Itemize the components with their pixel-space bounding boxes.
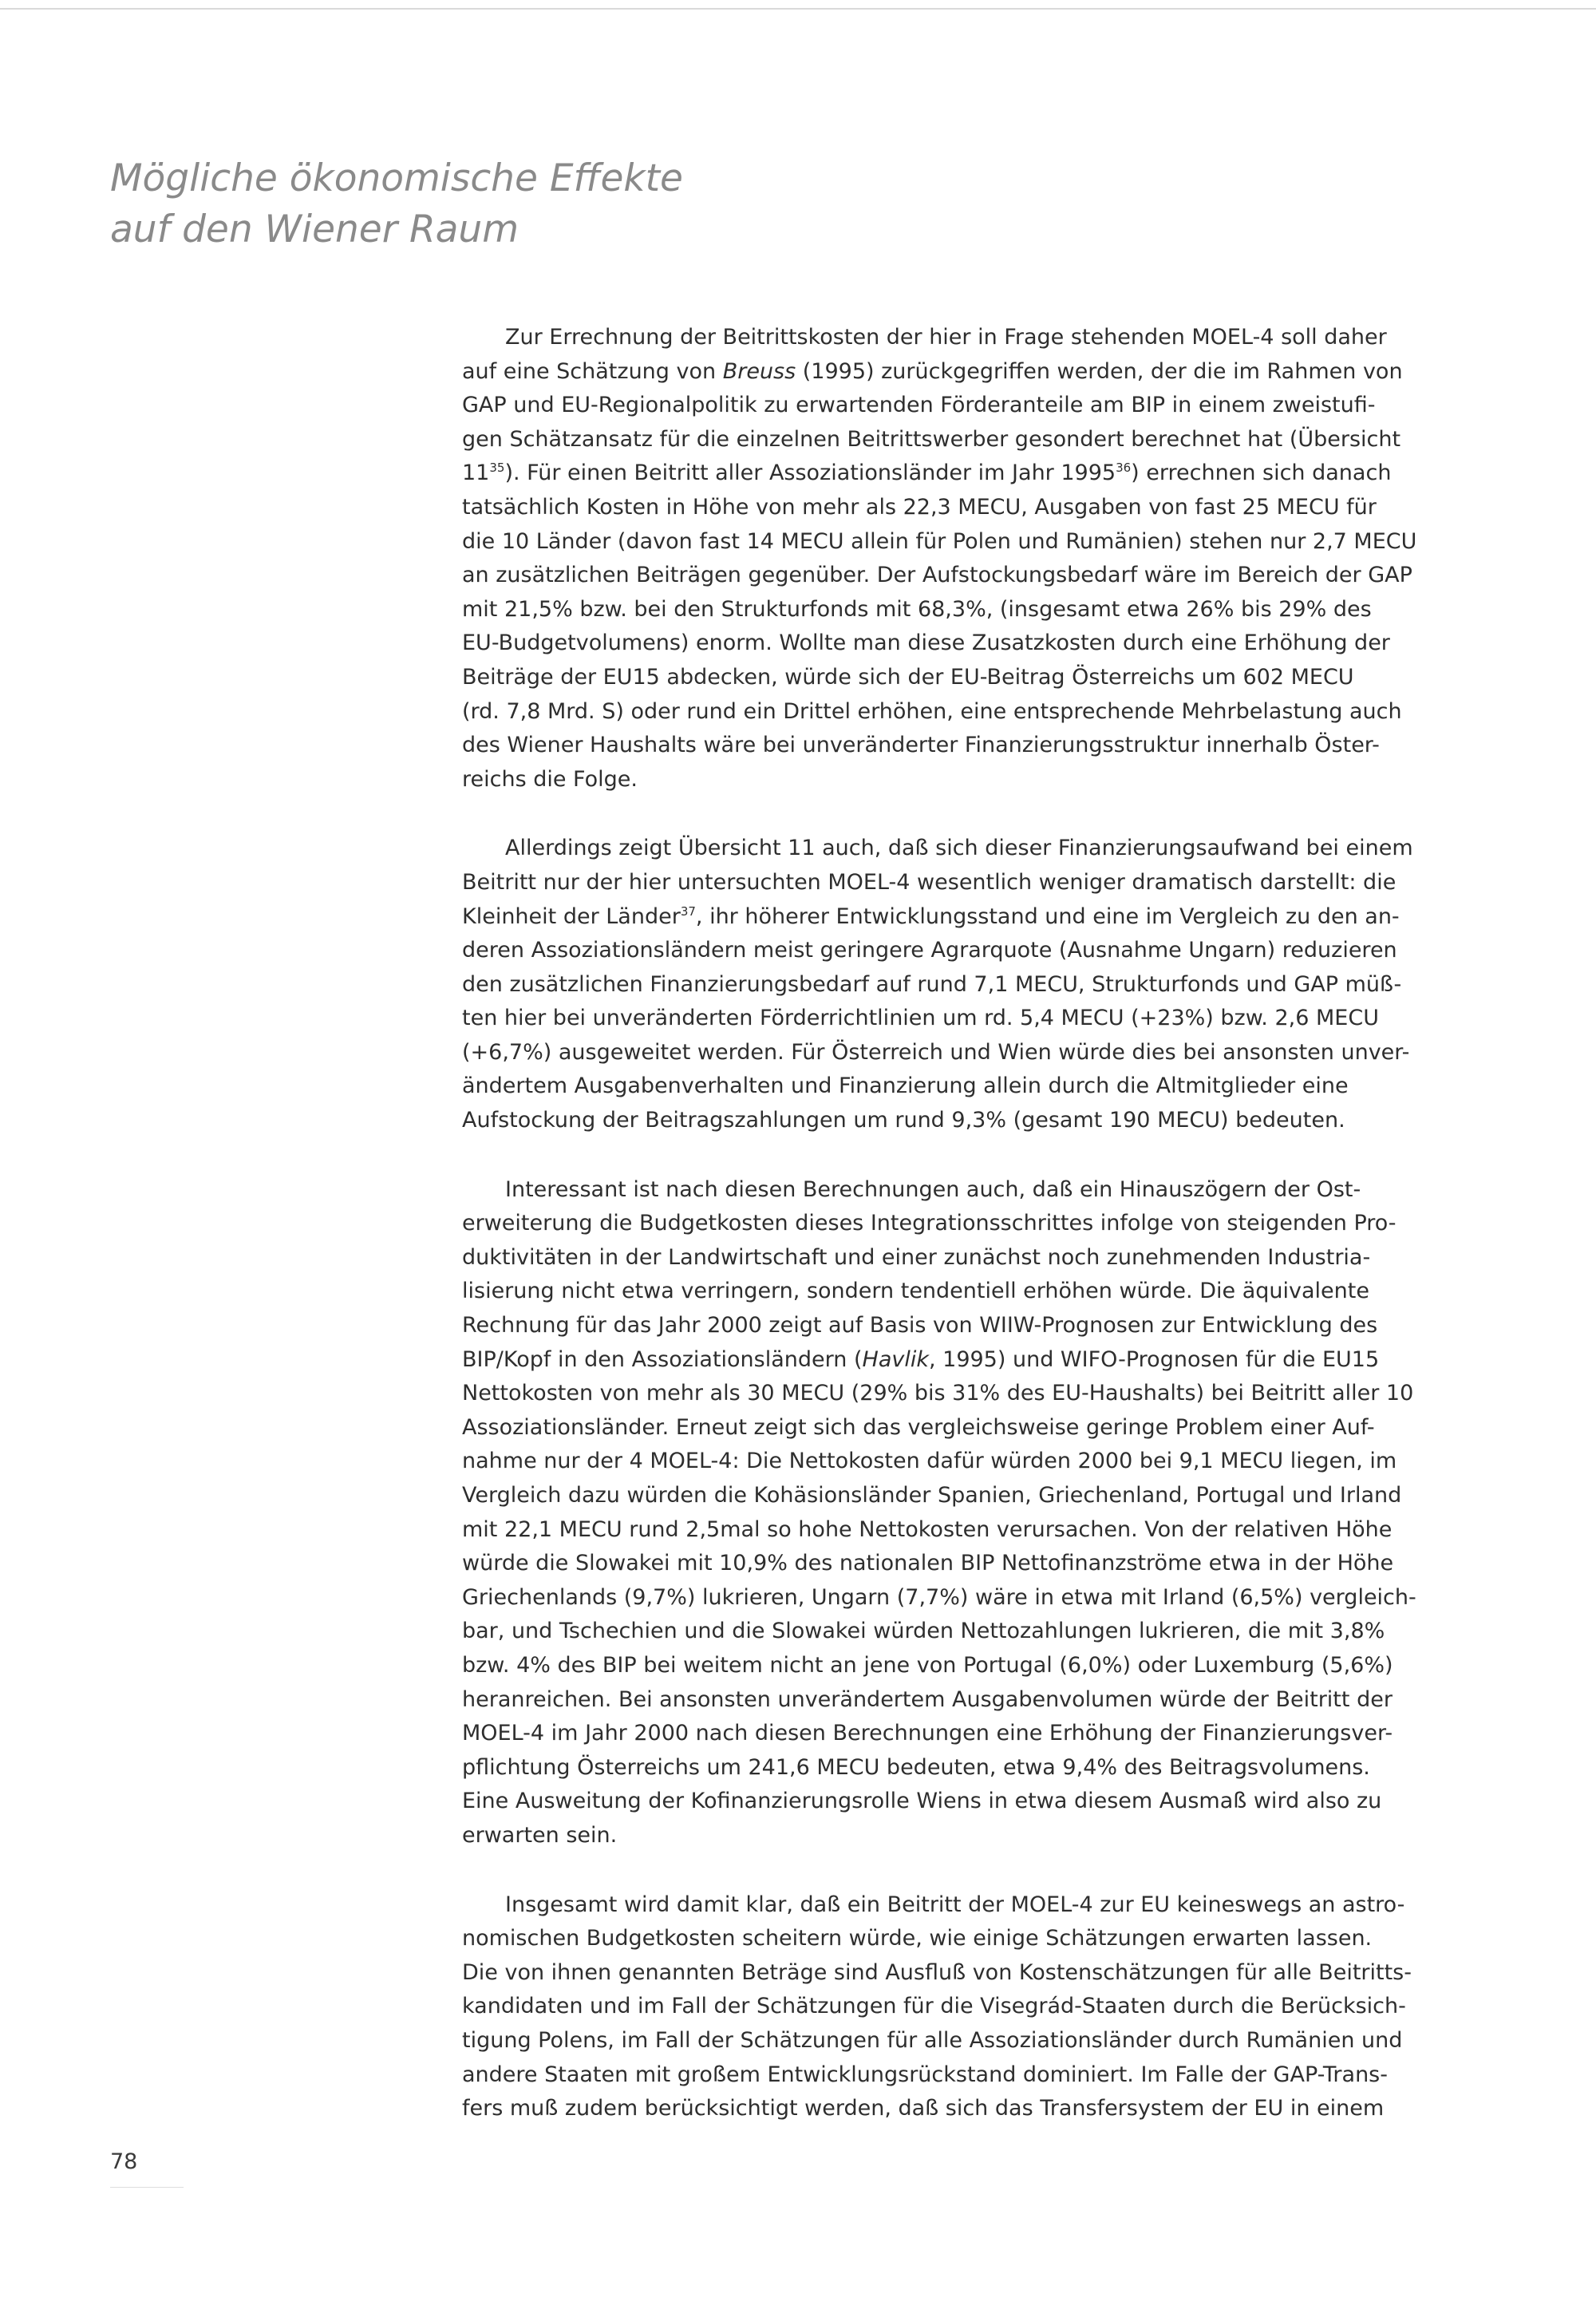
text-line	[462, 1445, 1397, 1479]
text-line	[462, 1615, 1388, 1649]
text-line	[462, 1069, 1388, 1104]
text-segment: MOEL-4 im Jahr 2000 nach diesen Berechnungen eine Erhöhung der Finanzierungsver-	[462, 1721, 1393, 1746]
paragraph	[462, 321, 1417, 797]
text-segment: würde die Slowakei mit 10,9% des nationalen BIP Nettofinanzströme etwa in der Höhe	[462, 1551, 1394, 1576]
text-line	[462, 1888, 1405, 1923]
text-segment: bzw. 4% des BIP bei weitem nicht an jene von Portugal (6,0%) oder Luxemburg (5,6%)	[462, 1652, 1393, 1678]
text-segment: lisierung nicht etwa verringern, sondern tendentiell erhöhen würde. Die äquivalente	[462, 1279, 1369, 1304]
text-segment: erwarten sein.	[462, 1822, 618, 1848]
text-segment: , 1995) und WIFO-Prognosen für die EU15	[928, 1346, 1380, 1372]
text-line	[462, 866, 1396, 900]
text-line	[462, 1002, 1388, 1036]
top-rule	[0, 8, 1596, 10]
text-line	[462, 1513, 1393, 1548]
text-line	[462, 1649, 1393, 1683]
text-segment: Kleinheit der Länder	[462, 903, 681, 929]
text-segment: EU-Budgetvolumens) enorm. Wollte man diese Zusatzkosten durch eine Erhöhung der	[462, 631, 1390, 656]
text-line	[462, 968, 1402, 1002]
text-segment: Interessant ist nach diesen Berechnungen auch, daß ein Hinauszögern der Ost-	[505, 1176, 1361, 1202]
text-segment: mit 22,1 MECU rund 2,5mal so hohe Nettokosten verursachen. Von der relativen Höhe	[462, 1516, 1393, 1542]
page-number-rule	[110, 2187, 184, 2188]
text-segment: Eine Ausweitung der Kofinanzierungsrolle Wiens in etwa diesem Ausmaß wird also zu	[462, 1789, 1382, 1814]
text-line	[462, 525, 1417, 559]
text-line	[462, 2092, 1388, 2126]
page-number: 78	[110, 2149, 138, 2174]
footnote-reference: 36	[1116, 461, 1132, 476]
text-line	[462, 1683, 1393, 1718]
text-segment: 11	[462, 461, 490, 486]
text-line	[462, 1581, 1416, 1615]
text-line	[462, 661, 1388, 695]
text-segment: BIP/Kopf in den Assoziationsländern (	[462, 1346, 863, 1372]
text-segment: nomischen Budgetkosten scheitern würde, wie einige Schätzungen erwarten lassen.	[462, 1926, 1373, 1951]
text-segment: auf eine Schätzung von	[462, 358, 723, 384]
text-segment: Die von ihnen genannten Beträge sind Ausfluß von Kostenschätzungen für alle Beitritts-	[462, 1959, 1412, 1985]
text-line	[462, 729, 1388, 763]
text-line	[462, 593, 1388, 627]
section-title	[110, 153, 828, 255]
text-line	[462, 695, 1402, 729]
text-line	[462, 1922, 1388, 1956]
text-segment: GAP und EU-Regionalpolitik zu erwartenden Förderanteile am BIP in einem zweistufi-	[462, 393, 1376, 418]
text-line	[462, 1479, 1402, 1513]
section-title-line-1: Mögliche ökonomische Effekte	[110, 156, 683, 200]
text-segment: pflichtung Österreichs um 241,6 MECU bedeuten, etwa 9,4% des Beitragsvolumens.	[462, 1754, 1370, 1780]
text-segment: nahme nur der 4 MOEL-4: Die Nettokosten dafür würden 2000 bei 9,1 MECU liegen, im	[462, 1449, 1397, 1474]
section-title-line-2: auf den Wiener Raum	[110, 208, 519, 251]
text-line	[462, 1377, 1414, 1411]
text-line	[462, 1547, 1394, 1581]
paragraph	[462, 832, 1413, 1137]
text-segment: erweiterung die Budgetkosten dieses Integrationsschrittes infolge von steigenden Pro-	[462, 1211, 1396, 1236]
text-segment: reichs die Folge.	[462, 766, 638, 792]
text-segment: tatsächlich Kosten in Höhe von mehr als 22,3 MECU, Ausgaben von fast 25 MECU für	[462, 494, 1377, 520]
text-segment: des Wiener Haushalts wäre bei unveränderter Finanzierungsstruktur innerhalb Öster-	[462, 733, 1380, 758]
text-segment: andere Staaten mit großem Entwicklungsrückstand dominiert. Im Falle der GAP-Trans-	[462, 2062, 1388, 2087]
text-segment: mit 21,5% bzw. bei den Strukturfonds mit 68,3%, (insgesamt etwa 26% bis 29% des	[462, 596, 1372, 622]
text-line	[462, 1207, 1396, 1241]
text-line	[462, 1819, 1388, 1853]
text-segment: deren Assoziationsländern meist geringere Agrarquote (Ausnahme Ungarn) reduzieren	[462, 938, 1397, 963]
text-line	[462, 1717, 1393, 1751]
text-line	[462, 627, 1388, 661]
text-segment: kandidaten und im Fall der Schätzungen für die Visegrád-Staaten durch die Berücksich-	[462, 1994, 1406, 2019]
text-segment: gen Schätzansatz für die einzelnen Beitrittswerber gesondert berechnet hat (Übersicht	[462, 426, 1401, 452]
text-line	[462, 1275, 1388, 1309]
footnote-reference: 37	[680, 903, 696, 919]
text-segment: Griechenlands (9,7%) lukrieren, Ungarn (7,7%) wäre in etwa mit Irland (6,5%) vergleich-	[462, 1584, 1416, 1610]
text-segment: ). Für einen Beitritt aller Assoziationsländer im Jahr 1995	[504, 461, 1116, 486]
text-segment: die 10 Länder (davon fast 14 MECU allein für Polen und Rumänien) stehen nur 2,7 MECU	[462, 528, 1417, 554]
text-segment: ) errechnen sich danach	[1131, 461, 1392, 486]
text-segment: an zusätzlichen Beiträgen gegenüber. Der Aufstockungsbedarf wäre im Bereich der GAP	[462, 563, 1412, 588]
text-segment: duktivitäten in der Landwirtschaft und einer zunächst noch zunehmenden Industria-	[462, 1244, 1371, 1270]
text-segment: den zusätzlichen Finanzierungsbedarf auf rund 7,1 MECU, Strukturfonds und GAP müß-	[462, 971, 1402, 997]
author-citation: Havlik	[862, 1346, 929, 1372]
text-line	[462, 1343, 1388, 1378]
paragraph	[462, 1173, 1416, 1853]
text-line	[462, 1990, 1406, 2024]
text-segment: Nettokosten von mehr als 30 MECU (29% bis 31% des EU-Haushalts) bei Beitritt aller 10	[462, 1381, 1414, 1406]
text-segment: Beiträge der EU15 abdecken, würde sich der EU-Beitrag Österreichs um 602 MECU	[462, 664, 1354, 690]
footnote-reference: 35	[489, 461, 505, 476]
text-segment: Rechnung für das Jahr 2000 zeigt auf Basis von WIIW-Prognosen zur Entwicklung des	[462, 1313, 1378, 1338]
text-segment: ten hier bei unveränderten Förderrichtlinien um rd. 5,4 MECU (+23%) bzw. 2,6 MECU	[462, 1006, 1379, 1031]
text-segment: ändertem Ausgabenverhalten und Finanzierung allein durch die Altmitglieder eine	[462, 1073, 1349, 1099]
text-line	[462, 1751, 1388, 1785]
text-segment: tigung Polens, im Fall der Schätzungen für alle Assoziationsländer durch Rumänien und	[462, 2027, 1403, 2053]
text-segment: (rd. 7,8 Mrd. S) oder rund ein Drittel erhöhen, eine entsprechende Mehrbelastung auch	[462, 698, 1402, 724]
text-line	[462, 321, 1388, 355]
text-line	[462, 900, 1400, 935]
text-segment: Insgesamt wird damit klar, daß ein Beitritt der MOEL-4 zur EU keineswegs an astro-	[505, 1892, 1405, 1917]
text-segment: (1995) zurückgegriffen werden, der die im Rahmen von	[796, 358, 1403, 384]
text-line	[462, 355, 1403, 389]
text-segment: heranreichen. Bei ansonsten unverändertem Ausgabenvolumen würde der Beitritt der	[462, 1686, 1393, 1712]
text-segment: , ihr höherer Entwicklungsstand und eine im Vergleich zu den an-	[695, 903, 1400, 929]
text-line	[462, 491, 1388, 525]
text-line	[462, 1036, 1410, 1070]
text-line	[462, 1956, 1412, 1991]
text-line	[462, 559, 1412, 593]
text-line	[462, 1241, 1388, 1275]
text-segment: bar, und Tschechien und die Slowakei würden Nettozahlungen lukrieren, die mit 3,8%	[462, 1619, 1385, 1644]
text-line	[462, 457, 1392, 491]
text-line	[462, 1785, 1388, 1819]
body-text	[462, 321, 1417, 2161]
text-line	[462, 2024, 1403, 2058]
text-line	[462, 763, 1388, 797]
text-segment: Allerdings zeigt Übersicht 11 auch, daß sich dieser Finanzierungsaufwand bei einem	[505, 836, 1413, 861]
text-segment: Beitritt nur der hier untersuchten MOEL-4 wesentlich weniger dramatisch darstellt: die	[462, 869, 1396, 895]
text-segment: (+6,7%) ausgeweitet werden. Für Österreich und Wien würde dies bei ansonsten unver-	[462, 1039, 1410, 1065]
text-segment: fers muß zudem berücksichtigt werden, daß sich das Transfersystem der EU in einem	[462, 2096, 1385, 2121]
text-segment: Assoziationsländer. Erneut zeigt sich das vergleichsweise geringe Problem einer Auf-	[462, 1414, 1375, 1440]
text-line	[462, 389, 1388, 423]
text-line	[462, 1104, 1388, 1138]
text-line	[462, 1309, 1388, 1343]
text-segment: Zur Errechnung der Beitrittskosten der hier in Frage stehenden MOEL-4 soll daher	[505, 325, 1387, 350]
text-line	[462, 1411, 1388, 1445]
text-line	[462, 934, 1397, 968]
author-citation: Breuss	[722, 358, 796, 384]
text-line	[462, 832, 1413, 866]
text-line	[462, 2058, 1388, 2093]
text-segment: Vergleich dazu würden die Kohäsionsländer Spanien, Griechenland, Portugal und Irland	[462, 1483, 1402, 1508]
text-line	[462, 1173, 1388, 1208]
text-segment: Aufstockung der Beitragszahlungen um rund 9,3% (gesamt 190 MECU) bedeuten.	[462, 1108, 1345, 1133]
text-line	[462, 423, 1401, 457]
paragraph	[462, 1888, 1412, 2126]
